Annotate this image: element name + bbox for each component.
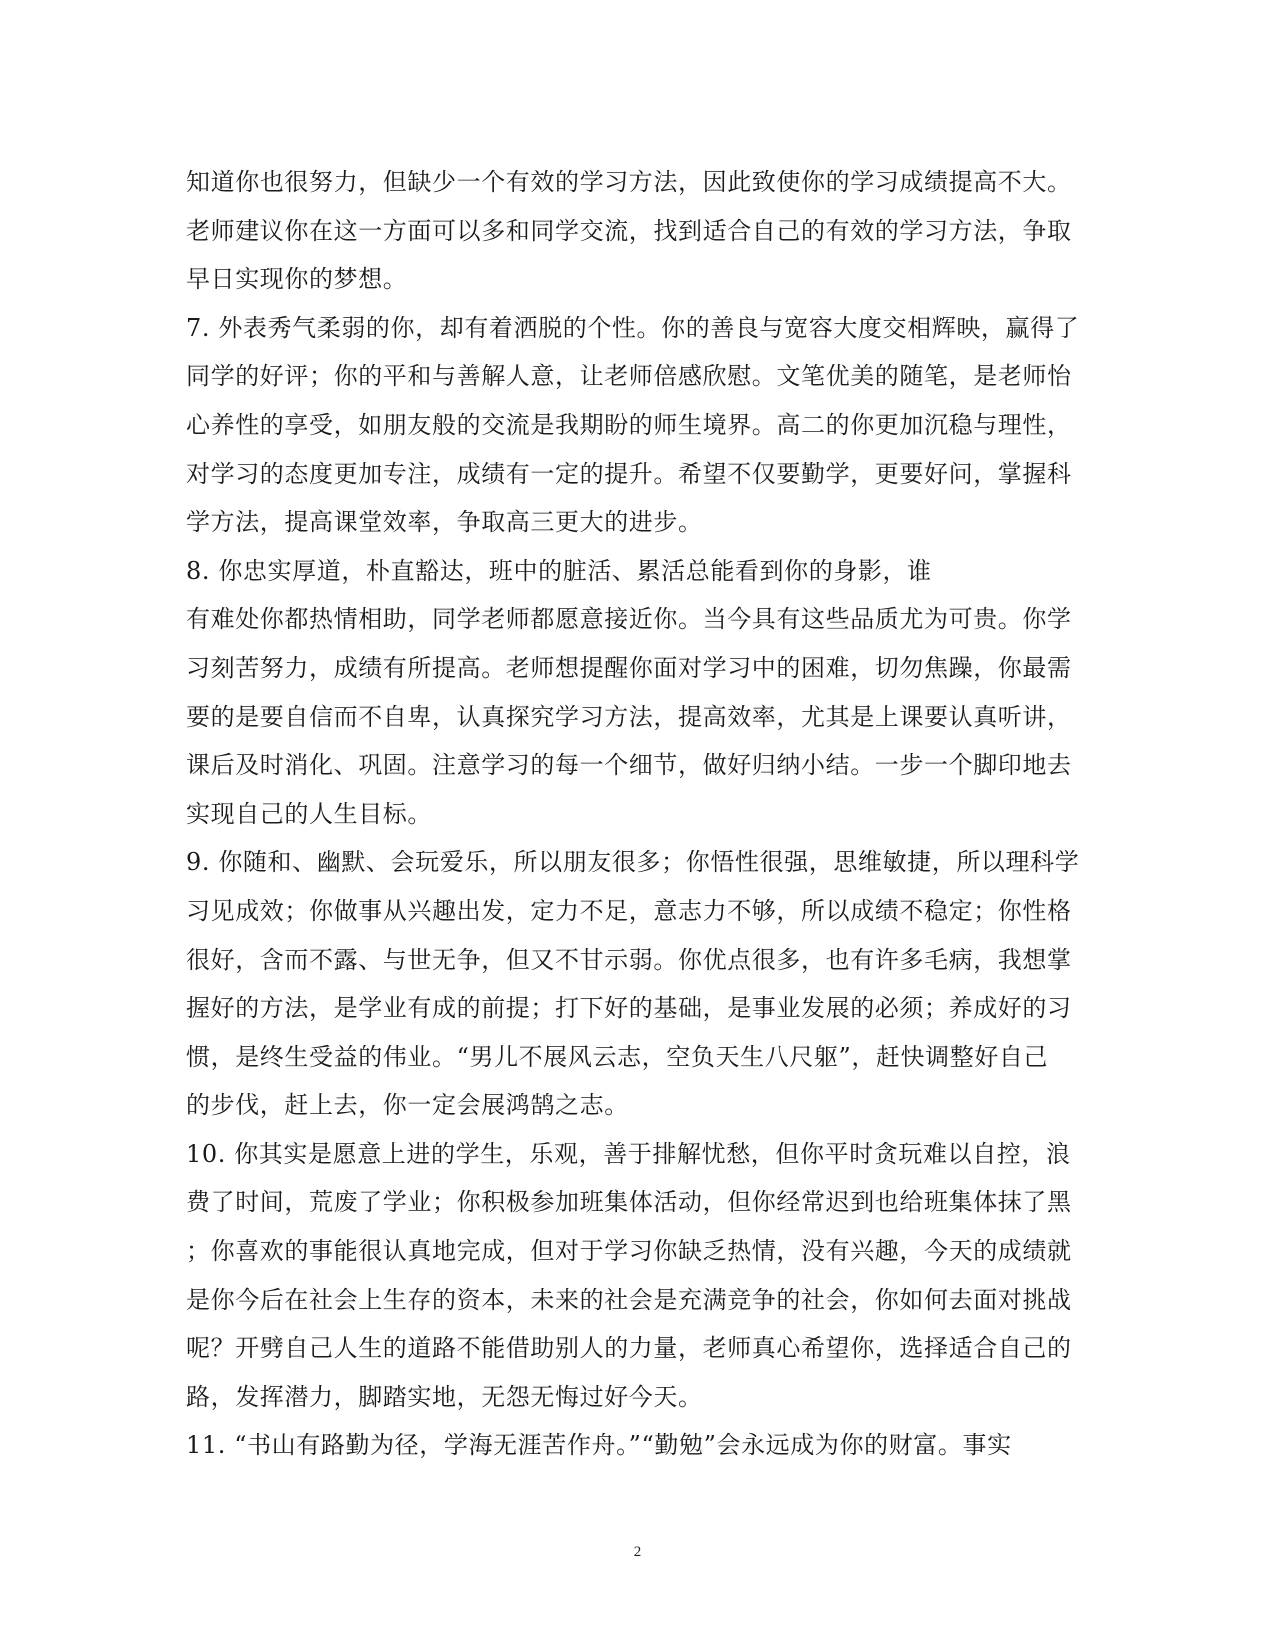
text-line: 11. “书山有路勤为径，学海无涯苦作舟。”“勤勉”会永远成为你的财富。事实 <box>186 1431 1012 1460</box>
text-line: 习见成效；你做事从兴趣出发，定力不足，意志力不够，所以成绩不稳定；你性格 <box>186 896 1072 925</box>
body-text <box>186 158 1091 1470</box>
text-line: 的步伐，赶上去，你一定会展鸿鹄之志。 <box>186 1091 629 1120</box>
text-line: 7. 外表秀气柔弱的你，却有着洒脱的个性。你的善良与宽容大度交相辉映，赢得了 <box>186 313 1080 342</box>
text-line: 对学习的态度更加专注，成绩有一定的提升。希望不仅要勤学，更要好问，掌握科 <box>186 459 1072 488</box>
text-line: 早日实现你的梦想。 <box>186 265 408 294</box>
text-line: 很好，含而不露、与世无争，但又不甘示弱。你优点很多，也有许多毛病，我想掌 <box>186 945 1072 974</box>
text-line: 8. 你忠实厚道，朴直豁达，班中的脏活、累活总能看到你的身影，谁 <box>186 556 932 585</box>
text-line: 知道你也很努力，但缺少一个有效的学习方法，因此致使你的学习成绩提高不大。 <box>186 168 1072 196</box>
text-line: 有难处你都热情相助，同学老师都愿意接近你。当今具有这些品质尤为可贵。你学 <box>186 605 1072 634</box>
text-line: 路，发挥潜力，脚踏实地，无怨无悔过好今天。 <box>186 1382 703 1411</box>
text-line: 费了时间，荒废了学业；你积极参加班集体活动，但你经常迟到也给班集体抹了黑 <box>186 1188 1072 1217</box>
text-line: 习刻苦努力，成绩有所提高。老师想提醒你面对学习中的困难，切勿焦躁，你最需 <box>186 653 1072 682</box>
page-number: 2 <box>633 1544 642 1560</box>
text-line: 握好的方法，是学业有成的前提；打下好的基础，是事业发展的必须；养成好的习 <box>186 994 1072 1023</box>
text-line: 实现自己的人生目标。 <box>186 799 432 828</box>
text-line: 学方法，提高课堂效率，争取高三更大的进步。 <box>186 508 703 537</box>
text-line: 同学的好评；你的平和与善解人意，让老师倍感欣慰。文笔优美的随笔，是老师怡 <box>186 362 1072 391</box>
text-line: ；你喜欢的事能很认真地完成，但对于学习你缺乏热情，没有兴趣，今天的成绩就 <box>186 1237 1072 1266</box>
text-line: 惯，是终生受益的伟业。“男儿不展风云志，空负天生八尺躯”，赶快调整好自己 <box>186 1042 1049 1071</box>
text-line: 9. 你随和、幽默、会玩爱乐，所以朋友很多；你悟性很强，思维敏捷，所以理科学 <box>186 848 1080 877</box>
text-line: 心养性的享受，如朋友般的交流是我期盼的师生境界。高二的你更加沉稳与理性， <box>186 410 1072 439</box>
text-line: 是你今后在社会上生存的资本，未来的社会是充满竞争的社会，你如何去面对挑战 <box>186 1285 1072 1314</box>
text-line: 课后及时消化、巩固。注意学习的每一个细节，做好归纳小结。一步一个脚印地去 <box>186 751 1072 780</box>
text-line: 要的是要自信而不自卑，认真探究学习方法，提高效率，尤其是上课要认真听讲， <box>186 702 1072 731</box>
text-line: 老师建议你在这一方面可以多和同学交流，找到适合自己的有效的学习方法，争取 <box>186 216 1072 245</box>
text-line: 呢？开劈自己人生的道路不能借助别人的力量，老师真心希望你，选择适合自己的 <box>186 1334 1072 1363</box>
text-line: 10. 你其实是愿意上进的学生，乐观，善于排解忧愁，但你平时贪玩难以自控，浪 <box>186 1139 1071 1168</box>
